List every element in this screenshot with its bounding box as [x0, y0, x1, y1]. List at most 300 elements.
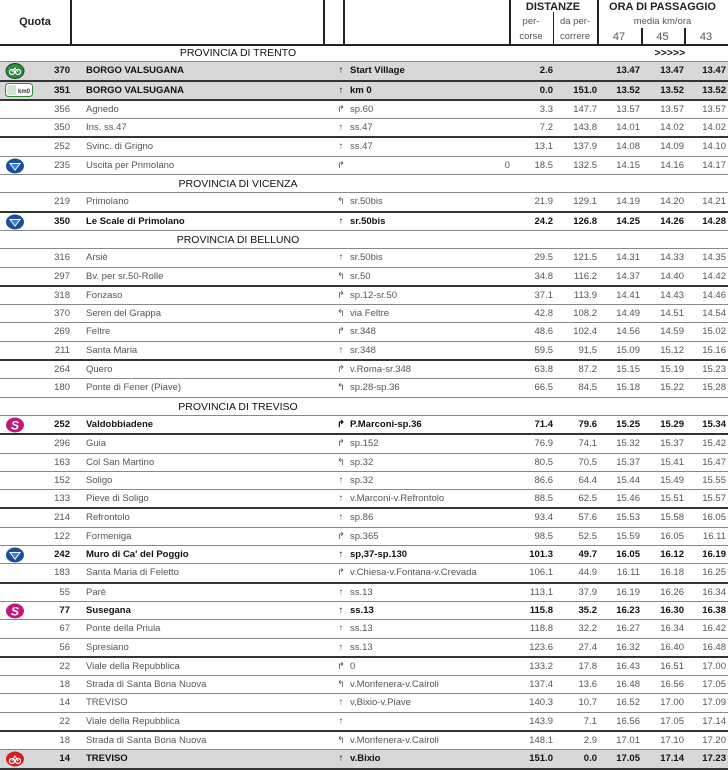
place-name-cell: Seren del Grappa	[86, 308, 161, 320]
icon-cell	[2, 639, 28, 656]
distance-covered-cell: 21.9	[534, 196, 553, 208]
altitude-cell: 22	[59, 715, 70, 727]
altitude-cell: 350	[54, 122, 70, 134]
altitude-cell: 211	[54, 344, 70, 356]
table-row	[0, 620, 728, 638]
place-name-cell: Formeniga	[86, 530, 132, 542]
distance-remaining-cell: 10.7	[578, 697, 597, 709]
direction-icon: ↱	[337, 326, 345, 338]
place-name-cell: Fonzaso	[86, 289, 123, 301]
table-row	[0, 323, 728, 341]
distance-remaining-cell: 52.5	[578, 530, 597, 542]
road-cell: via Feltre	[350, 308, 390, 320]
icon-cell	[2, 287, 28, 304]
distance-covered-cell: 66.5	[534, 382, 553, 394]
distance-covered-cell: 88.5	[534, 493, 553, 505]
icon-cell	[2, 138, 28, 155]
table-row	[0, 694, 728, 712]
distance-remaining-cell: 57.6	[578, 512, 597, 524]
road-cell: sr.50bis	[350, 215, 386, 227]
direction-icon: ↱	[337, 567, 345, 579]
icon-cell	[2, 249, 28, 266]
direction-icon: ↑	[338, 753, 344, 765]
table-row	[0, 658, 728, 676]
time-47-cell: 14.01	[616, 122, 640, 134]
time-45-cell: 14.51	[660, 308, 684, 320]
distance-remaining-cell: 108.2	[573, 308, 597, 320]
media-kmh-header: media km/ora	[633, 16, 692, 27]
time-43-cell: 14.10	[702, 141, 726, 153]
svg-text:S: S	[10, 604, 20, 619]
province-title: PROVINCIA DI BELLUNO	[176, 233, 300, 246]
table-row	[0, 138, 728, 156]
table-row	[0, 287, 728, 305]
place-name-cell: Col San Martino	[86, 456, 155, 468]
time-45-cell: 14.16	[660, 159, 684, 171]
time-43-cell: 15.02	[702, 326, 726, 338]
time-47-cell: 15.53	[616, 512, 640, 524]
time-47-cell: 16.23	[616, 604, 640, 616]
time-43-cell: 14.54	[702, 308, 726, 320]
time-43-cell: 16.34	[702, 586, 726, 598]
distance-covered-cell: 18.5	[534, 159, 553, 171]
time-45-cell: 15.58	[660, 512, 684, 524]
direction-icon: ↑	[338, 641, 344, 653]
divider	[70, 0, 72, 44]
distance-remaining-cell: 113.9	[573, 289, 597, 301]
icon-cell	[2, 268, 28, 285]
road-cell: sr.50bis	[350, 196, 383, 208]
road-cell: ss.13	[350, 641, 373, 653]
km0-icon	[2, 82, 31, 99]
altitude-cell: 14	[59, 697, 70, 709]
distance-covered-cell: 24.2	[534, 215, 553, 227]
place-name-cell: Ins. ss.47	[86, 122, 127, 134]
distance-remaining-cell: 87.2	[578, 364, 597, 376]
table-row	[0, 546, 728, 564]
place-name-cell: Santa Maria	[86, 344, 138, 356]
province-section-row	[0, 231, 728, 249]
distance-covered-cell: 13.1	[534, 141, 553, 153]
dapercorrere-header-2: correre	[559, 31, 591, 42]
direction-icon: ↑	[338, 549, 344, 561]
time-47-cell: 16.43	[616, 660, 640, 672]
time-45-cell: 13.47	[660, 65, 684, 77]
road-cell: 0	[350, 660, 356, 672]
icon-cell	[2, 101, 28, 118]
altitude-cell: 67	[59, 623, 70, 635]
distance-remaining-cell: 64.4	[578, 474, 597, 486]
time-45-cell: 15.19	[660, 364, 684, 376]
sprint-icon	[2, 416, 28, 433]
time-43-cell: 17.23	[702, 753, 726, 765]
distance-remaining-cell: 151.0	[573, 84, 597, 96]
altitude-cell: 219	[54, 196, 70, 208]
time-43-cell: 16.11	[702, 530, 726, 542]
altitude-cell: 297	[54, 270, 70, 282]
road-cell: ss.13	[350, 623, 373, 635]
road-cell: sr.348	[350, 326, 376, 338]
distance-remaining-cell: 126.8	[573, 215, 597, 227]
direction-icon: ↑	[338, 493, 344, 505]
icon-cell	[2, 472, 28, 489]
time-47-cell: 15.18	[616, 382, 640, 394]
time-47-cell: 15.44	[616, 474, 640, 486]
direction-icon: ↱	[337, 103, 345, 115]
time-43-cell: 13.52	[702, 84, 726, 96]
altitude-cell: 22	[59, 660, 70, 672]
place-name-cell: Susegana	[86, 604, 131, 616]
time-45-cell: 16.30	[660, 604, 684, 616]
direction-icon: ↑	[338, 65, 344, 77]
table-row	[0, 435, 728, 453]
direction-icon: ↑	[338, 623, 344, 635]
time-45-cell: 14.33	[660, 252, 684, 264]
table-row	[0, 639, 728, 658]
table-row	[0, 490, 728, 509]
altitude-cell: 370	[54, 308, 70, 320]
time-47-cell: 13.47	[616, 65, 640, 77]
direction-icon: ↑	[338, 512, 344, 524]
distance-covered-cell: 59.5	[534, 344, 553, 356]
table-header	[0, 0, 728, 46]
road-cell: sr.50	[350, 270, 371, 282]
direction-icon: ↰	[337, 196, 345, 208]
time-47-cell: 16.48	[616, 679, 640, 691]
distance-covered-cell: 48.6	[534, 326, 553, 338]
altitude-cell: 269	[54, 326, 70, 338]
time-45-cell: 13.52	[660, 84, 684, 96]
time-43-cell: 15.28	[702, 382, 726, 394]
svg-text:S: S	[10, 418, 20, 433]
direction-icon: ↑	[338, 215, 344, 227]
time-45-cell: 17.10	[660, 734, 684, 746]
table-row	[0, 361, 728, 379]
dapercorrere-header-1: da per-	[559, 16, 591, 27]
time-45-cell: 15.29	[660, 418, 684, 430]
time-43-cell: 16.48	[702, 641, 726, 653]
direction-icon: ↱	[337, 530, 345, 542]
road-cell: sp,37-sp.130	[350, 549, 408, 561]
altitude-cell: 235	[54, 159, 70, 171]
road-cell: v,Bixio-v.Piave	[350, 697, 411, 709]
place-name-cell: Ponte di Fener (Piave)	[86, 382, 182, 394]
icon-cell	[2, 658, 28, 675]
time-45-cell: 15.12	[660, 344, 684, 356]
time-47-cell: 14.49	[616, 308, 640, 320]
road-cell: km 0	[350, 84, 372, 96]
time-47-cell: 14.41	[616, 289, 640, 301]
altitude-cell: 152	[54, 474, 70, 486]
gpm-icon	[2, 546, 28, 563]
time-43-cell: 14.42	[702, 270, 726, 282]
altitude-cell: 242	[54, 549, 70, 561]
distance-covered-cell: 98.5	[534, 530, 553, 542]
time-43-cell: 17.05	[702, 679, 726, 691]
altitude-cell: 252	[54, 141, 70, 153]
time-47-cell: 15.32	[616, 438, 640, 450]
speed-45-header: 45	[656, 31, 669, 43]
distance-covered-cell: 106.1	[529, 567, 553, 579]
distance-covered-cell: 7.2	[539, 122, 553, 134]
altitude-cell: 356	[54, 103, 70, 115]
time-45-cell: 14.20	[660, 196, 684, 208]
direction-icon: ↑	[338, 344, 344, 356]
distance-covered-cell: 0.0	[539, 84, 553, 96]
icon-cell	[2, 564, 28, 581]
icon-cell	[2, 454, 28, 471]
table-row	[0, 268, 728, 287]
table-row	[0, 713, 728, 732]
table-row	[0, 193, 728, 212]
place-name-cell: Strada di Santa Bona Nuova	[86, 679, 207, 691]
time-47-cell: 13.57	[616, 103, 640, 115]
table-row	[0, 82, 728, 101]
place-name-cell: Soligo	[86, 474, 113, 486]
table-row	[0, 676, 728, 694]
time-45-cell: 16.51	[660, 660, 684, 672]
place-name-cell: Feltre	[86, 326, 111, 338]
place-name-cell: Arsiè	[86, 252, 108, 264]
distance-remaining-cell: 0.0	[583, 753, 597, 765]
time-47-cell: 16.05	[616, 549, 640, 561]
time-43-cell: 17.14	[702, 715, 726, 727]
divider	[343, 0, 345, 44]
altitude-cell: 214	[54, 512, 70, 524]
distance-remaining-cell: 2.9	[583, 734, 597, 746]
table-row	[0, 584, 728, 602]
distance-remaining-cell: 49.7	[578, 549, 597, 561]
time-43-cell: 15.42	[702, 438, 726, 450]
table-row	[0, 528, 728, 546]
direction-icon: ↱	[337, 418, 345, 430]
time-43-cell: 14.02	[702, 122, 726, 134]
time-43-cell: 14.35	[702, 252, 726, 264]
time-43-cell: 16.42	[702, 623, 726, 635]
place-name-cell: Bv. per sr.50-Rolle	[86, 270, 164, 282]
time-47-cell: 16.27	[616, 623, 640, 635]
icon-cell	[2, 305, 28, 322]
time-43-cell: 16.05	[702, 512, 726, 524]
icon-cell	[2, 323, 28, 340]
time-45-cell: 15.41	[660, 456, 684, 468]
time-45-cell: 16.34	[660, 623, 684, 635]
road-cell: sp.86	[350, 512, 374, 524]
direction-icon: ↱	[337, 438, 345, 450]
time-47-cell: 15.59	[616, 530, 640, 542]
place-name-cell: Spresiano	[86, 641, 129, 653]
altitude-cell: 264	[54, 364, 70, 376]
place-name-cell: Santa Maria di Feletto	[86, 567, 179, 579]
distance-covered-cell: 2.6	[539, 65, 553, 77]
time-43-cell: 15.16	[702, 344, 726, 356]
distance-covered-cell: 133.2	[529, 660, 553, 672]
road-cell: v.Marconi-v.Refrontolo	[350, 493, 445, 505]
distance-remaining-cell: 116.2	[573, 270, 597, 282]
province-section-row	[0, 398, 728, 416]
direction-icon: ↰	[337, 270, 345, 282]
extra-cell: 0	[504, 159, 510, 171]
speed-43-header: 43	[699, 31, 713, 43]
road-cell: P.Marconi-sp.36	[350, 418, 422, 430]
distance-remaining-cell: 74.1	[578, 438, 597, 450]
time-45-cell: 14.26	[660, 215, 684, 227]
road-cell: Start Village	[350, 65, 405, 77]
road-cell: ss.47	[350, 122, 373, 134]
distance-covered-cell: 42.8	[534, 308, 553, 320]
road-cell: ss.47	[350, 141, 373, 153]
distance-remaining-cell: 70.5	[578, 456, 597, 468]
direction-icon: ↑	[338, 604, 344, 616]
direction-icon: ↰	[337, 734, 345, 746]
timetable-body	[0, 44, 728, 770]
time-47-cell: 14.19	[616, 196, 640, 208]
icon-cell	[2, 361, 28, 378]
icon-cell	[2, 490, 28, 507]
time-47-cell: 15.09	[616, 344, 640, 356]
distance-remaining-cell: 102.4	[573, 326, 597, 338]
time-45-cell: 16.26	[660, 586, 684, 598]
direction-icon: ↱	[337, 660, 345, 672]
distance-remaining-cell: 132.5	[573, 159, 597, 171]
time-43-cell: 16.19	[702, 549, 726, 561]
road-cell: sp.152	[350, 438, 379, 450]
time-47-cell: 16.19	[616, 586, 640, 598]
distance-covered-cell: 101.3	[529, 549, 553, 561]
distance-remaining-cell: 121.5	[573, 252, 597, 264]
time-43-cell: 14.21	[702, 196, 726, 208]
time-45-cell: 17.14	[660, 753, 684, 765]
time-45-cell: 14.09	[660, 141, 684, 153]
distance-remaining-cell: 35.2	[578, 604, 597, 616]
altitude-cell: 183	[54, 567, 70, 579]
time-45-cell: 14.59	[660, 326, 684, 338]
time-43-cell: 16.25	[702, 567, 726, 579]
table-row	[0, 564, 728, 583]
direction-icon: ↱	[337, 159, 345, 171]
time-43-cell: 14.17	[702, 159, 726, 171]
distance-remaining-cell: 91.5	[578, 344, 597, 356]
time-45-cell: 17.05	[660, 715, 684, 727]
place-name-cell: Ponte della Priula	[86, 623, 161, 635]
distance-covered-cell: 29.5	[534, 252, 553, 264]
icon-cell	[2, 435, 28, 452]
distance-covered-cell: 76.9	[534, 438, 553, 450]
time-47-cell: 15.37	[616, 456, 640, 468]
time-45-cell: 16.56	[660, 679, 684, 691]
distance-covered-cell: 93.4	[534, 512, 553, 524]
time-47-cell: 14.08	[616, 141, 640, 153]
place-name-cell: Refrontolo	[86, 512, 130, 524]
table-row	[0, 342, 728, 361]
icon-cell	[2, 509, 28, 526]
direction-icon: ↰	[337, 308, 345, 320]
time-47-cell: 14.31	[616, 252, 640, 264]
road-cell: v.Monfenera-v.Cairoli	[350, 734, 439, 746]
table-row	[0, 305, 728, 323]
altitude-cell: 252	[54, 418, 70, 430]
icon-cell	[2, 379, 28, 396]
icon-cell	[2, 193, 28, 210]
icon-cell	[2, 732, 28, 749]
place-name-cell: TREVISO	[86, 697, 128, 709]
distance-covered-cell: 137.4	[529, 679, 553, 691]
altitude-cell: 122	[54, 530, 70, 542]
time-47-cell: 15.25	[616, 418, 640, 430]
place-name-cell: Viale della Repubblica	[86, 660, 180, 672]
time-47-cell: 14.15	[616, 159, 640, 171]
distance-covered-cell: 71.4	[534, 418, 553, 430]
distance-remaining-cell: 17.8	[578, 660, 597, 672]
time-43-cell: 15.23	[702, 364, 726, 376]
place-name-cell: Parè	[86, 586, 107, 598]
icon-cell	[2, 694, 28, 711]
place-name-cell: TREVISO	[86, 753, 128, 765]
altitude-cell: 316	[54, 252, 70, 264]
distance-covered-cell: 118.8	[529, 623, 553, 635]
icon-cell	[2, 620, 28, 637]
time-47-cell: 16.32	[616, 641, 640, 653]
direction-icon: ↑	[338, 84, 344, 96]
altitude-cell: 18	[59, 679, 70, 691]
time-47-cell: 13.52	[616, 84, 640, 96]
distance-covered-cell: 113.1	[529, 586, 553, 598]
time-43-cell: 17.00	[702, 660, 726, 672]
time-47-cell: 14.56	[616, 326, 640, 338]
province-title: PROVINCIA DI TRENTO	[179, 47, 297, 59]
distance-covered-cell: 37.1	[534, 289, 553, 301]
table-row	[0, 509, 728, 527]
time-47-cell: 15.46	[616, 493, 640, 505]
table-row	[0, 732, 728, 750]
time-47-cell: 15.15	[616, 364, 640, 376]
time-45-cell: 17.00	[660, 697, 684, 709]
ora-passaggio-header: ORA DI PASSAGGIO	[609, 1, 716, 13]
sprint-icon	[2, 602, 28, 619]
time-45-cell: 14.43	[660, 289, 684, 301]
distance-remaining-cell: 37.9	[578, 586, 597, 598]
table-row	[0, 101, 728, 119]
place-name-cell: BORGO VALSUGANA	[86, 65, 184, 77]
altitude-cell: 318	[54, 289, 70, 301]
direction-icon: ↑	[338, 474, 344, 486]
icon-cell	[2, 528, 28, 545]
table-row	[0, 213, 728, 231]
direction-icon: ↑	[338, 122, 344, 134]
place-name-cell: Guia	[86, 438, 107, 450]
distance-remaining-cell: 27.4	[578, 641, 597, 653]
distance-covered-cell: 80.5	[534, 456, 553, 468]
distance-covered-cell: 140.3	[529, 697, 553, 709]
place-name-cell: Muro di Ca' del Poggio	[86, 549, 189, 561]
finish-icon	[2, 750, 28, 767]
distance-covered-cell: 115.8	[529, 604, 553, 616]
time-43-cell: 13.47	[702, 65, 726, 77]
time-45-cell: 16.40	[660, 641, 684, 653]
distance-remaining-cell: 147.7	[573, 103, 597, 115]
altitude-cell: 55	[59, 586, 70, 598]
table-row	[0, 750, 728, 769]
altitude-cell: 370	[54, 65, 70, 77]
distance-covered-cell: 63.8	[534, 364, 553, 376]
time-43-cell: 16.38	[702, 604, 726, 616]
time-43-cell: 15.57	[702, 493, 726, 505]
table-row	[0, 472, 728, 490]
distance-covered-cell: 86.6	[534, 474, 553, 486]
direction-icon: ↱	[337, 364, 345, 376]
percorse-header-1: per-	[522, 16, 540, 27]
road-cell: sr.348	[350, 344, 376, 356]
